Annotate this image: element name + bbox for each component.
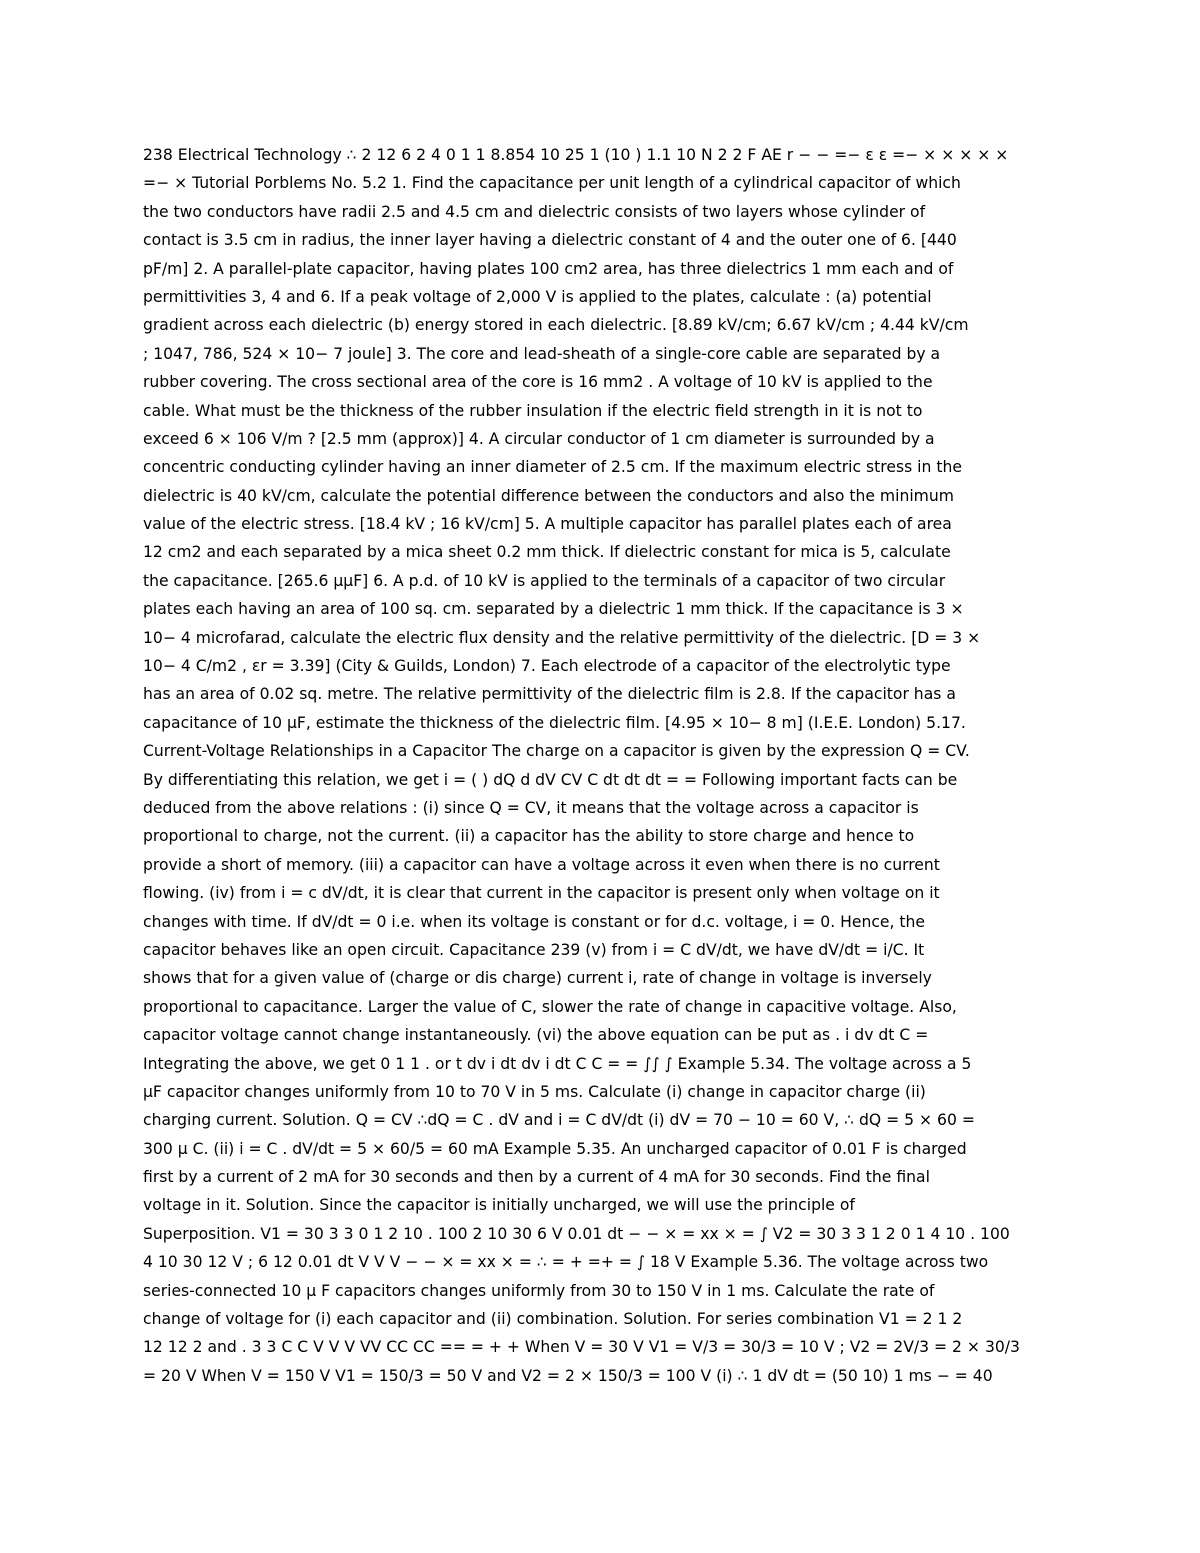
text-line: Superposition. V1 = 30 3 3 0 1 2 10 . 100 2 10 30 6 V 0.01 dt − − × = xx × = ∫ V2 = 30 3 3 1 2 0 1 4 10 . 100 bbox=[143, 1224, 1010, 1243]
text-line: proportional to charge, not the current. (ii) a capacitor has the ability to store charge and hence to bbox=[143, 827, 915, 846]
text-line: changes with time. If dV/dt = 0 i.e. when its voltage is constant or for d.c. voltage, i = 0. Hence, the bbox=[143, 912, 926, 931]
text-line: has an area of 0.02 sq. metre. The relative permittivity of the dielectric film is 2.8. If the capacitor has a bbox=[143, 685, 956, 704]
text-line: 4 10 30 12 V ; 6 12 0.01 dt V V V − − × = xx × = ∴ = + =+ = ∫ 18 V Example 5.36. The voltage across two bbox=[143, 1253, 989, 1272]
text-line: 300 μ C. (ii) i = C . dV/dt = 5 × 60/5 = 60 mA Example 5.35. An uncharged capacitor of 0.01 F is charged bbox=[143, 1139, 967, 1158]
body-text bbox=[143, 141, 1057, 1390]
text-line: Current-Voltage Relationships in a Capacitor The charge on a capacitor is given by the expression Q = CV. bbox=[143, 742, 970, 761]
text-line: the capacitance. [265.6 μμF] 6. A p.d. of 10 kV is applied to the terminals of a capacitor of two circular bbox=[143, 571, 946, 590]
text-line: proportional to capacitance. Larger the value of C, slower the rate of change in capacitive voltage. Also, bbox=[143, 997, 957, 1016]
text-line: 10− 4 C/m2 , εr = 3.39] (City & Guilds, London) 7. Each electrode of a capacitor of the electrolytic type bbox=[143, 657, 951, 676]
text-line: plates each having an area of 100 sq. cm. separated by a dielectric 1 mm thick. If the capacitance is 3 × bbox=[143, 600, 964, 619]
text-line: the two conductors have radii 2.5 and 4.5 cm and dielectric consists of two layers whose cylinder of bbox=[143, 202, 926, 221]
text-line: gradient across each dielectric (b) energy stored in each dielectric. [8.89 kV/cm; 6.67 kV/cm ; 4.44 kV/cm bbox=[143, 316, 969, 335]
text-line: charging current. Solution. Q = CV ∴dQ = C . dV and i = C dV/dt (i) dV = 70 − 10 = 60 V, ∴ dQ = 5 × 60 = bbox=[143, 1111, 975, 1130]
text-line: 12 12 2 and . 3 3 C C V V V VV CC CC == = + + When V = 30 V V1 = V/3 = 30/3 = 10 V ; V2 = 2V/3 = 2 × 30/3 bbox=[143, 1338, 1020, 1357]
text-line: shows that for a given value of (charge or dis charge) current i, rate of change in voltage is inversely bbox=[143, 969, 932, 988]
text-line: voltage in it. Solution. Since the capacitor is initially uncharged, we will use the principle of bbox=[143, 1196, 855, 1215]
text-line: Integrating the above, we get 0 1 1 . or t dv i dt dv i dt C C = = ∫∫ ∫ Example 5.34. The voltage across a 5 bbox=[143, 1054, 972, 1073]
text-line: value of the electric stress. [18.4 kV ; 16 kV/cm] 5. A multiple capacitor has parallel plates each of area bbox=[143, 515, 952, 534]
text-line: 12 cm2 and each separated by a mica sheet 0.2 mm thick. If dielectric constant for mica is 5, calculate bbox=[143, 543, 951, 562]
text-line: dielectric is 40 kV/cm, calculate the potential difference between the conductors and also the minimum bbox=[143, 486, 954, 505]
text-line: rubber covering. The cross sectional area of the core is 16 mm2 . A voltage of 10 kV is applied to the bbox=[143, 373, 933, 392]
text-line: flowing. (iv) from i = c dV/dt, it is clear that current in the capacitor is present only when voltage on it bbox=[143, 884, 940, 903]
text-line: By differentiating this relation, we get i = ( ) dQ d dV CV C dt dt dt = = Following important facts can be bbox=[143, 770, 958, 789]
text-line: exceed 6 × 106 V/m ? [2.5 mm (approx)] 4. A circular conductor of 1 cm diameter is surrounded by a bbox=[143, 429, 935, 448]
text-line: cable. What must be the thickness of the rubber insulation if the electric field strength in it is not to bbox=[143, 401, 923, 420]
text-line: permittivities 3, 4 and 6. If a peak voltage of 2,000 V is applied to the plates, calculate : (a) potential bbox=[143, 287, 932, 306]
text-line: μF capacitor changes uniformly from 10 to 70 V in 5 ms. Calculate (i) change in capacitor charge (ii) bbox=[143, 1082, 926, 1101]
text-line: 238 Electrical Technology ∴ 2 12 6 2 4 0 1 1 8.854 10 25 1 (10 ) 1.1 10 N 2 2 F AE r − − =− ε ε =− × × × × × bbox=[143, 146, 1009, 164]
text-line: contact is 3.5 cm in radius, the inner layer having a dielectric constant of 4 and the outer one of 6. [440 bbox=[143, 231, 957, 250]
text-line: = 20 V When V = 150 V V1 = 150/3 = 50 V and V2 = 2 × 150/3 = 100 V (i) ∴ 1 dV dt = (50 10) 1 ms − = 40 bbox=[143, 1366, 993, 1385]
text-line: deduced from the above relations : (i) since Q = CV, it means that the voltage across a capacitor is bbox=[143, 798, 919, 817]
text-line: change of voltage for (i) each capacitor and (ii) combination. Solution. For series combination V1 = 2 1 2 bbox=[143, 1310, 963, 1329]
text-line: capacitance of 10 μF, estimate the thickness of the dielectric film. [4.95 × 10− 8 m] (I.E.E. London) 5.17. bbox=[143, 713, 966, 732]
text-line: ; 1047, 786, 524 × 10− 7 joule] 3. The core and lead-sheath of a single-core cable are separated by a bbox=[143, 344, 941, 363]
text-line: capacitor behaves like an open circuit. Capacitance 239 (v) from i = C dV/dt, we have dV/dt = i/C. It bbox=[143, 940, 925, 959]
text-line: 10− 4 microfarad, calculate the electric flux density and the relative permittivity of the dielectric. [D = 3 × bbox=[143, 628, 981, 647]
text-line: first by a current of 2 mA for 30 seconds and then by a current of 4 mA for 30 seconds. Find the final bbox=[143, 1168, 930, 1187]
text-line: series-connected 10 μ F capacitors changes uniformly from 30 to 150 V in 1 ms. Calculate the rate of bbox=[143, 1281, 935, 1300]
text-line: pF/m] 2. A parallel-plate capacitor, having plates 100 cm2 area, has three dielectrics 1 mm each and of bbox=[143, 259, 954, 278]
text-line: =− × Tutorial Porblems No. 5.2 1. Find the capacitance per unit length of a cylindrical capacitor of which bbox=[143, 174, 961, 193]
text-line: provide a short of memory. (iii) a capacitor can have a voltage across it even when there is no current bbox=[143, 855, 940, 874]
text-line: concentric conducting cylinder having an inner diameter of 2.5 cm. If the maximum electric stress in the bbox=[143, 458, 962, 477]
text-line: capacitor voltage cannot change instantaneously. (vi) the above equation can be put as . i dv dt C = bbox=[143, 1026, 929, 1045]
